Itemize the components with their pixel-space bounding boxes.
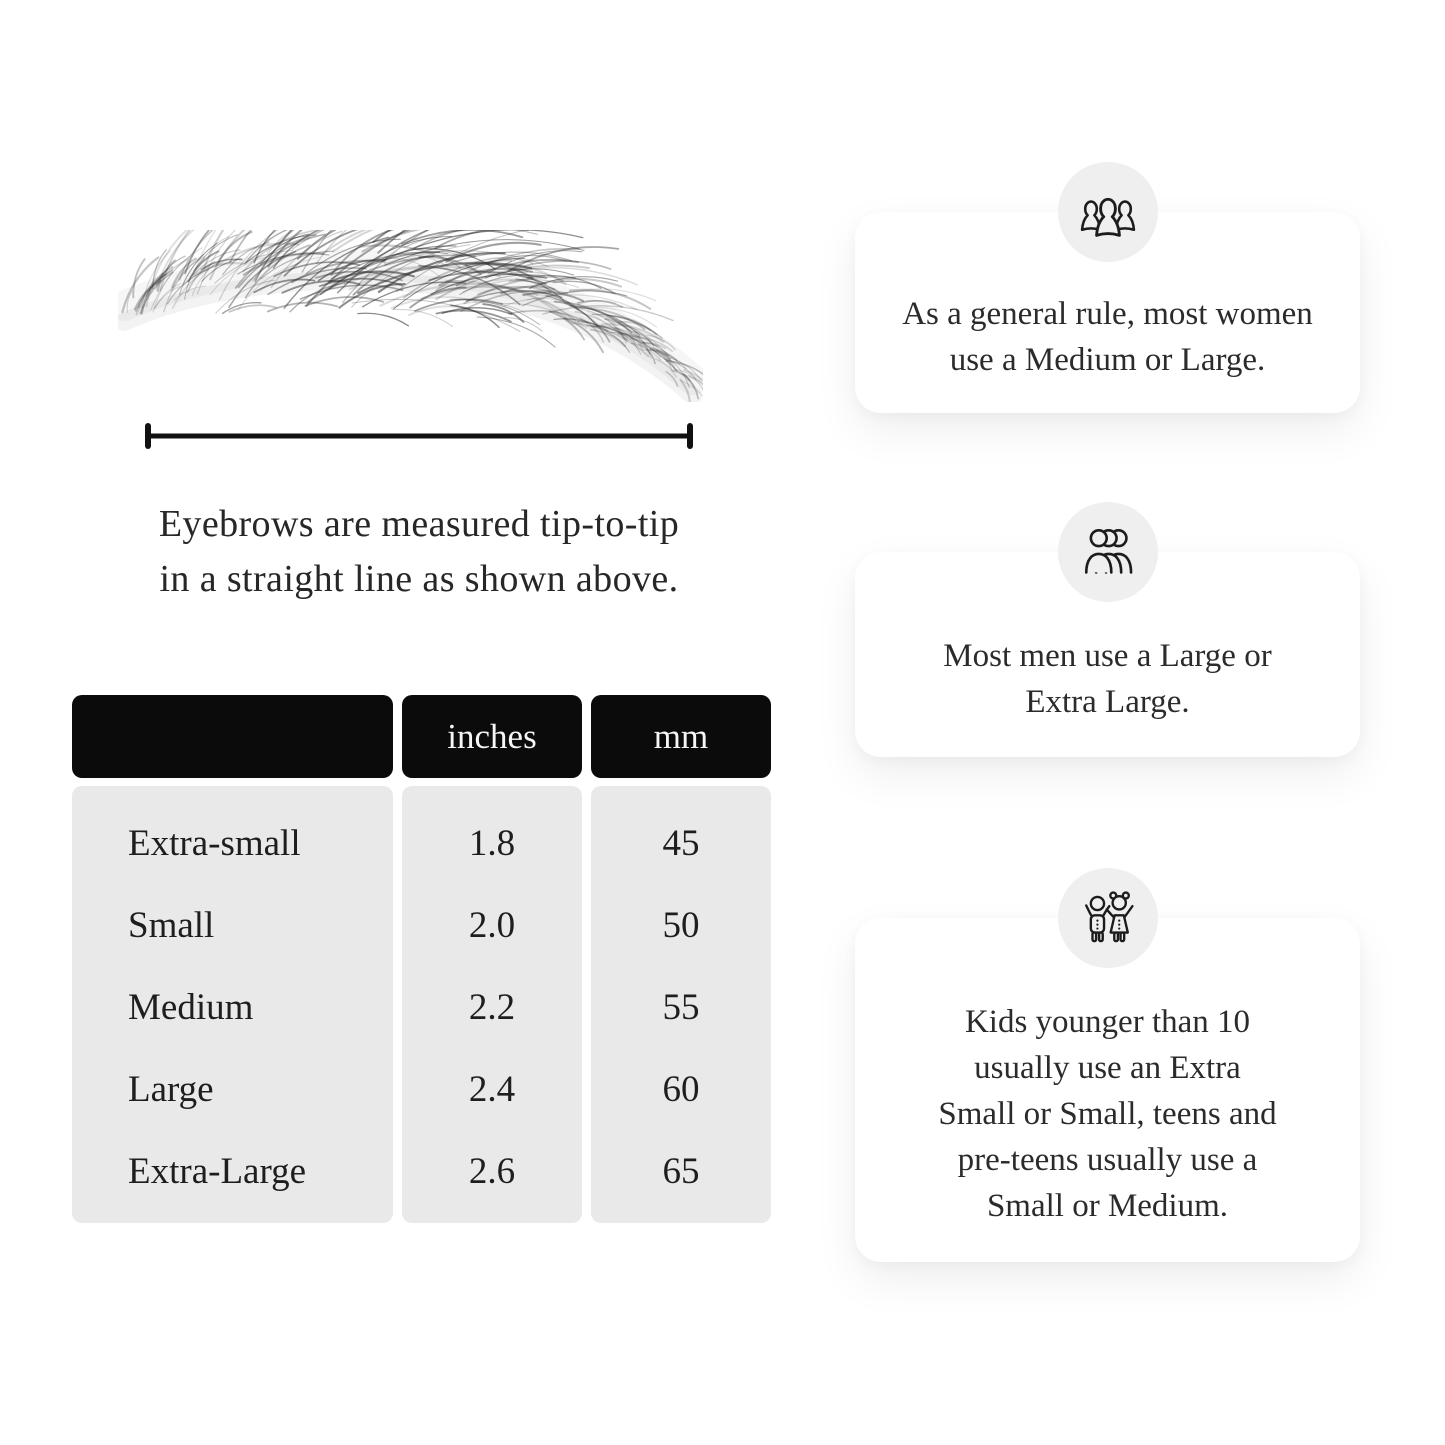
card-line: Small or Medium. — [986, 1188, 1229, 1224]
table-cell-mm: 65 — [662, 1150, 700, 1192]
measurement-caption — [68, 497, 770, 607]
size-column — [72, 786, 393, 1223]
men-group-icon — [1075, 525, 1141, 579]
table-cell-size: Extra-Large — [128, 1150, 307, 1192]
size-table-header — [72, 695, 771, 778]
table-cell-size: Medium — [128, 986, 254, 1028]
table-cell-mm: 55 — [662, 986, 700, 1028]
eyebrow-illustration — [118, 230, 703, 402]
table-cell-size: Large — [128, 1068, 214, 1110]
card-text — [938, 999, 1276, 1229]
card-line: use a Medium or Large. — [949, 341, 1266, 378]
table-cell-inches: 2.6 — [468, 1150, 516, 1192]
card-line: As a general rule, most women — [902, 295, 1313, 332]
kids-advice-card — [855, 918, 1360, 1262]
size-table — [72, 695, 771, 1223]
icon-circle — [1058, 868, 1158, 968]
card-text — [902, 291, 1313, 383]
table-cell-mm: 45 — [662, 822, 700, 864]
men-advice-card — [855, 552, 1360, 757]
table-cell-inches: 1.8 — [468, 822, 516, 864]
card-text — [943, 633, 1271, 725]
card-line: Most men use a Large or — [943, 637, 1272, 674]
measurement-line — [143, 423, 695, 449]
table-cell-size: Small — [128, 904, 215, 946]
mm-column — [591, 786, 771, 1223]
women-advice-card — [855, 212, 1360, 413]
inches-column — [402, 786, 582, 1223]
card-line: usually use an Extra — [974, 1050, 1241, 1086]
table-cell-inches: 2.0 — [468, 904, 516, 946]
icon-circle — [1058, 502, 1158, 602]
table-cell-mm: 50 — [662, 904, 700, 946]
table-header-inches: inches — [402, 695, 582, 778]
table-header-size — [72, 695, 393, 778]
card-line: Extra Large. — [1025, 683, 1190, 720]
size-table-body — [72, 786, 771, 1223]
table-cell-inches: 2.4 — [468, 1068, 516, 1110]
icon-circle — [1058, 162, 1158, 262]
caption-line-2: in a straight line as shown above. — [159, 558, 679, 600]
table-cell-size: Extra-small — [128, 822, 301, 864]
women-group-icon — [1074, 186, 1142, 238]
table-header-mm: mm — [591, 695, 771, 778]
card-line: pre-teens usually use a — [957, 1142, 1258, 1178]
eyebrow-sketch — [118, 230, 703, 402]
table-cell-mm: 60 — [662, 1068, 700, 1110]
kids-icon — [1075, 885, 1141, 951]
table-cell-inches: 2.2 — [468, 986, 516, 1028]
caption-line-1: Eyebrows are measured tip-to-tip — [158, 503, 680, 545]
card-line: Kids younger than 10 — [964, 1004, 1251, 1040]
card-line: Small or Small, teens and — [938, 1096, 1277, 1132]
